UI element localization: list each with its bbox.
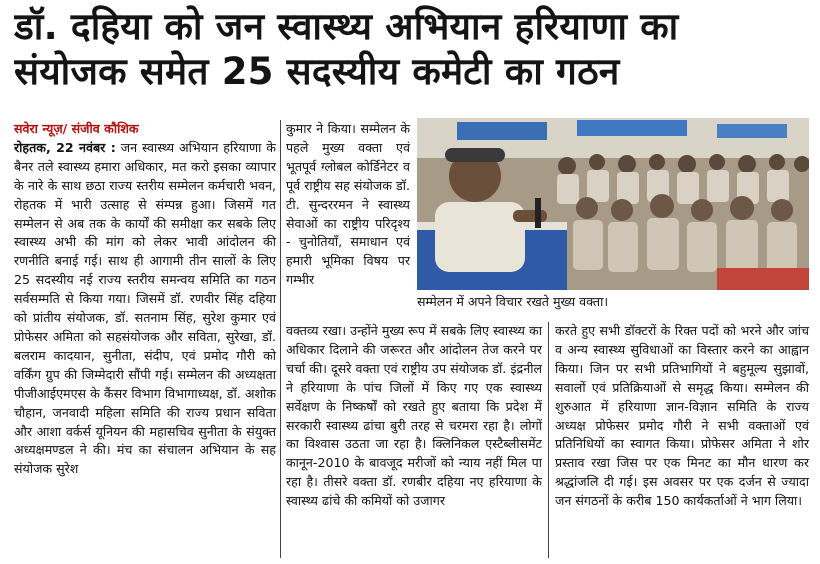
article-column-2-bottom xyxy=(286,322,542,511)
column-3-text: करते हुए सभी डॉक्टरों के रिक्त पदों को भरने और जांच व अन्य स्वास्थ्य सुविधाओं का विस्तार करने का आह्वान किया। जिन पर सभी प्रतिभागियों ने बहुमूल्य सुझावों, सवालों एवं प्रतिक्रियाओं से समृद्ध किया। सम्मेलन की शुरुआत में हरियाणा ज्ञान-विज्ञान समिति के राज्य अध्यक्ष प्रोफेसर प्रमोद गौरी ने सभी वक्ताओं एवं प्रतिनिधियों का स्वागत किया। प्रोफेसर अमिता ने शोर प्रस्ताव रखा जिस पर एक मिनट का मौन धारण कर श्रद्धांजलि दी गई। इस अवसर पर एक दर्जन से ज्यादा जन संगठनों के करीब 150 कार्यकर्ताओं ने भाग लिया। xyxy=(555,323,809,509)
dateline: रोहतक, 22 नवंबर : xyxy=(14,139,116,155)
byline: सवेरा न्यूज़/ संजीव कौशिक xyxy=(14,121,139,136)
column-1-text xyxy=(14,139,276,479)
article-column-2-top xyxy=(286,120,410,290)
photo-caption: सम्मेलन में अपने विचार रखते मुख्य वक्ता। xyxy=(417,294,609,309)
column-2-top-text: कुमार ने किया। सम्मेलन के पहले मुख्य वक्ता एवं भूतपूर्व ग्लोबल कोर्डिनेटर व पूर्व राष्ट्रीय सह संयोजक डॉ. टी. सुन्दररमन ने स्वास्थ्य सेवाओं का राष्ट्रीय परिदृश्य - चुनोतियाँ, समाधान एवं हमारी भूमिका विषय पर गम्भीर xyxy=(286,121,410,288)
headline xyxy=(14,4,810,94)
column-divider-2 xyxy=(548,322,549,558)
headline-line-1: डॉ. दहिया को जन स्वास्थ्य अभियान हरियाणा का xyxy=(14,5,679,48)
article-column-1 xyxy=(14,120,276,479)
column-2-bottom-text: वक्तव्य रखा। उन्होंने मुख्य रूप में सबके लिए स्वास्थ्य का अधिकार दिलाने की जरूरत और आंदोलन तेज करने पर चर्चा की। दूसरे वक्ता एवं राष्ट्रीय उप संयोजक डॉ. इंद्रनील ने हरियाणा के पांच जिलों में किए गए एक स्वास्थ्य सर्वेक्षण के निष्कर्षों को रखते हुए बताया कि प्रदेश में सरकारी स्वास्थ्य ढांचा बुरी तरह से चरमरा रहा है। लोगों का विश्वास उठता जा रहा है। क्लिनिकल एस्टैब्लीसमेंट कानून-2010 के बावजूद मरीजों को न्याय नहीं मिल पा रहा है। तीसरे वक्ता डॉ. रणबीर दहिया नए हरियाणा के स्वास्थ्य ढांचे की कमियों को उजागर xyxy=(286,323,542,509)
headline-line-2: संयोजक समेत 25 सदस्यीय कमेटी का गठन xyxy=(14,50,620,93)
column-1-body: जन स्वास्थ्य अभियान हरियाणा के बैनर तले स्वास्थ्य हमारा अधिकार, मत करो इसका व्यापार के नारे के साथ छठा राज्य स्तरीय सम्मेलन कर्मचारी भवन, रोहतक में भारी उत्साह से संम्पन्न हुआ। जिसमें गत सम्मेलन से अब तक के कार्यों की समीक्षा कर सबके लिए स्वास्थ्य अभी की मांग को लेकर भावी आंदोलन की रणनीति बनाई गई। साथ ही आगामी तीन सालों के लिए 25 सदस्यीय नई राज्य स्तरीय समन्वय समिति का गठन सर्वसम्मति से किया गया। जिसमें डॉ. रणवीर सिंह दहिया को प्रांतीय संयोजक, डॉ. सतनाम सिंह, सुरेश कुमार एवं प्रोफेसर अमिता को सहसंयोजक और सविता, सुरेखा, डॉ. बलराम कादयान, सुनीता, संदीप, एवं प्रमोद गौरी को वर्किंग ग्रुप की जिम्मेदारी सौंपी गई। सम्मेलन की अध्यक्षता पीजीआईएमएस के कैंसर विभाग विभागाध्यक्ष, डॉ. अशोक चौहान, जनवादी महिला समिति की राज्य प्रधान सविता और आशा वर्कर्स यूनियन की महासचिव सुनीता के संयुक्त अध्यक्षमण्डल ने की। मंच का संचालन अभियान के सह संयोजक सुरेश xyxy=(14,139,276,477)
conference-photo-illustration xyxy=(417,118,809,290)
column-divider-1 xyxy=(280,120,281,558)
article-photo xyxy=(417,118,809,290)
article-column-3 xyxy=(555,322,809,511)
